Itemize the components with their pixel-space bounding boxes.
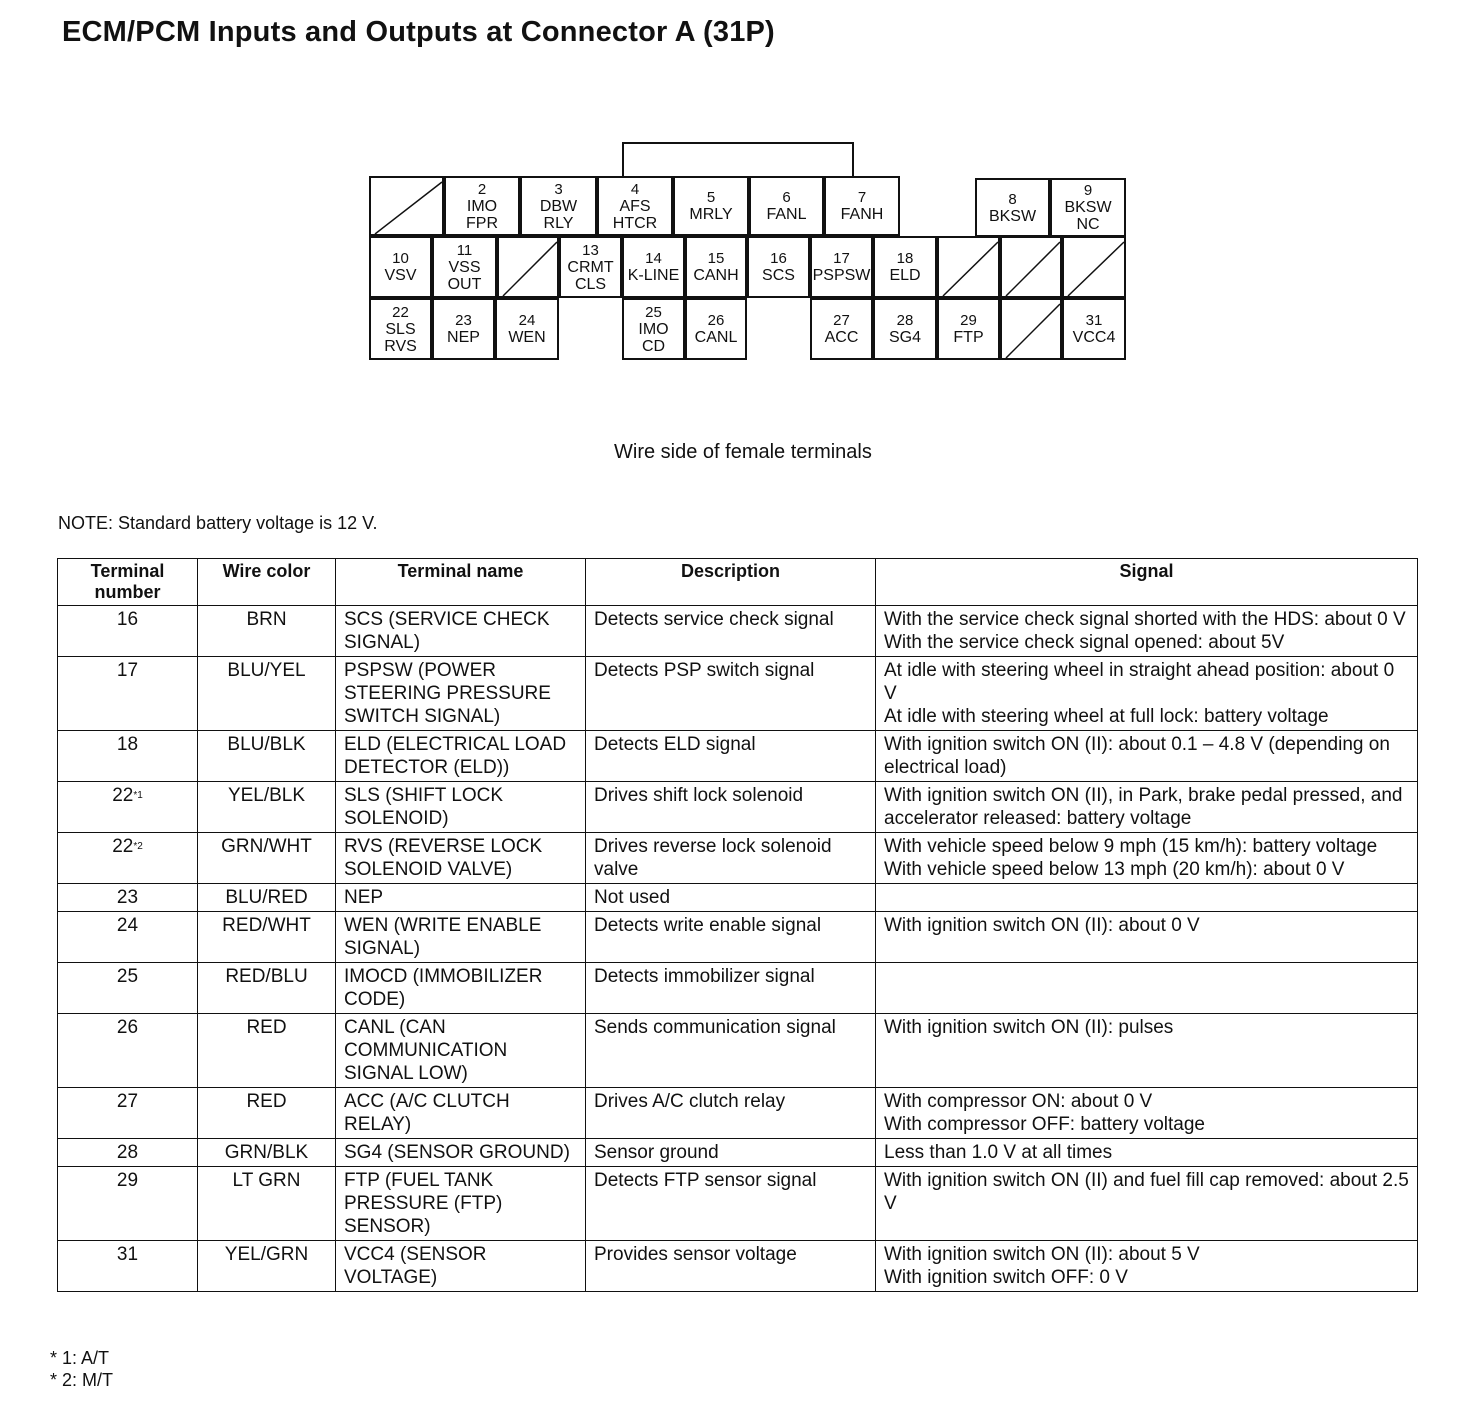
description-cell xyxy=(586,1167,876,1241)
wire-color-cell xyxy=(198,884,336,912)
terminal-25-label: CD xyxy=(641,337,666,355)
terminal-18 xyxy=(873,236,937,298)
table-row xyxy=(58,1088,1418,1139)
wire-color-cell-text: BLU/RED xyxy=(225,887,308,908)
terminal-22-number: 22 xyxy=(392,303,409,321)
terminal-number-cell xyxy=(58,1014,198,1088)
footnote-marker: *2 xyxy=(133,841,143,852)
terminal-14-label: K-LINE xyxy=(627,267,680,284)
terminal-name-cell xyxy=(336,1014,586,1088)
terminal-7 xyxy=(824,176,900,236)
terminal-31-number: 31 xyxy=(1085,312,1103,329)
terminal-2-label: FPR xyxy=(466,214,498,232)
terminal-4-label: AFS xyxy=(619,197,651,215)
terminal-5-number: 5 xyxy=(706,189,716,206)
terminal-9-label: BKSW xyxy=(1064,199,1112,216)
signal-cell-text: Less than 1.0 V at all times xyxy=(884,1142,1113,1163)
terminal-name-cell-text: SCS (SERVICE CHECK SIGNAL) xyxy=(344,609,550,653)
terminal-name-cell xyxy=(336,963,586,1014)
terminal-number-cell-text: 27 xyxy=(116,1091,139,1112)
terminal-name-cell-text: FTP (FUEL TANK PRESSURE (FTP) SENSOR) xyxy=(344,1170,503,1237)
terminal-blank-19 xyxy=(937,236,1000,298)
terminal-2 xyxy=(444,176,520,236)
description-cell-text: Sensor ground xyxy=(594,1142,719,1163)
terminal-13-label: CRMT xyxy=(567,258,614,276)
terminal-24-label: WEN xyxy=(508,329,546,346)
terminal-15-number: 15 xyxy=(707,250,725,267)
terminal-blank-1 xyxy=(369,176,444,236)
signal-cell xyxy=(876,1139,1418,1167)
terminal-18-label: ELD xyxy=(889,267,921,284)
io-table xyxy=(57,558,1418,1292)
signal-cell xyxy=(876,963,1418,1014)
page-title: ECM/PCM Inputs and Outputs at Connector A (31P) xyxy=(62,16,775,48)
wire-color-cell-text: BLU/YEL xyxy=(227,660,306,681)
terminal-27-label: ACC xyxy=(824,329,859,346)
terminal-name-cell xyxy=(336,731,586,782)
terminal-23-number: 23 xyxy=(455,312,472,329)
signal-cell-text: With the service check signal shorted with the HDS: about 0 V With the service check signal opened: about 5V xyxy=(884,609,1406,653)
header-terminal-name: Terminal name xyxy=(336,559,586,606)
terminal-4 xyxy=(597,176,673,236)
table-row xyxy=(58,606,1418,657)
signal-cell-text: With compressor ON: about 0 V With compressor OFF: battery voltage xyxy=(884,1091,1205,1135)
wire-color-cell xyxy=(198,912,336,963)
terminal-25 xyxy=(622,298,685,360)
wire-color-cell xyxy=(198,606,336,657)
terminal-number-cell-text: 23 xyxy=(116,887,139,908)
table-row xyxy=(58,912,1418,963)
terminal-26 xyxy=(685,298,747,360)
terminal-29 xyxy=(937,298,1000,360)
terminal-17-number: 17 xyxy=(833,250,850,267)
wire-color-cell xyxy=(198,1167,336,1241)
terminal-5 xyxy=(673,176,749,236)
terminal-24-number: 24 xyxy=(518,312,536,329)
description-cell-text: Detects immobilizer signal xyxy=(594,966,815,987)
terminal-number-cell-text: 29 xyxy=(116,1170,139,1191)
description-cell xyxy=(586,731,876,782)
terminal-blank-20 xyxy=(1000,236,1062,298)
signal-cell xyxy=(876,657,1418,731)
description-cell xyxy=(586,1014,876,1088)
terminal-number-cell-text: 31 xyxy=(116,1244,139,1265)
terminal-9-number: 9 xyxy=(1083,182,1093,199)
wire-color-cell xyxy=(198,1088,336,1139)
description-cell-text: Provides sensor voltage xyxy=(594,1244,797,1265)
signal-cell xyxy=(876,1167,1418,1241)
description-cell-text: Sends communication signal xyxy=(594,1017,836,1038)
wire-color-cell-text: YEL/BLK xyxy=(227,785,306,806)
terminal-blank-12 xyxy=(497,236,559,298)
terminal-11-label: VSS xyxy=(448,258,481,276)
terminal-name-cell xyxy=(336,1139,586,1167)
terminal-28-number: 28 xyxy=(896,312,914,329)
terminal-8-label: BKSW xyxy=(988,207,1037,225)
wire-color-cell xyxy=(198,1014,336,1088)
terminal-13 xyxy=(559,236,622,298)
description-cell xyxy=(586,912,876,963)
terminal-name-cell-text: SLS (SHIFT LOCK SOLENOID) xyxy=(344,785,504,829)
signal-cell xyxy=(876,731,1418,782)
terminal-name-cell-text: WEN (WRITE ENABLE SIGNAL) xyxy=(344,915,542,959)
signal-cell xyxy=(876,1241,1418,1292)
terminal-number-cell xyxy=(58,1088,198,1139)
table-row xyxy=(58,1014,1418,1088)
terminal-27-number: 27 xyxy=(833,312,850,329)
terminal-25-label: IMO xyxy=(638,320,669,338)
wire-color-cell-text: RED xyxy=(246,1091,287,1112)
signal-cell-text: With ignition switch ON (II) and fuel fill cap removed: about 2.5 V xyxy=(884,1170,1409,1214)
terminal-31 xyxy=(1062,298,1126,360)
terminal-name-cell-text: ACC (A/C CLUTCH RELAY) xyxy=(344,1091,510,1135)
header-signal: Signal xyxy=(876,559,1418,606)
table-row xyxy=(58,782,1418,833)
wire-color-cell-text: GRN/WHT xyxy=(221,836,312,857)
terminal-15-label: CANH xyxy=(693,267,739,284)
terminal-name-cell xyxy=(336,884,586,912)
wire-color-cell-text: LT GRN xyxy=(232,1170,301,1191)
signal-cell xyxy=(876,1088,1418,1139)
description-cell-text: Detects ELD signal xyxy=(594,734,756,755)
terminal-number-cell xyxy=(58,1241,198,1292)
wire-color-cell xyxy=(198,782,336,833)
description-cell xyxy=(586,657,876,731)
terminal-name-cell-text: PSPSW (POWER STEERING PRESSURE SWITCH SIGNAL) xyxy=(344,660,551,727)
description-cell xyxy=(586,1241,876,1292)
terminal-23 xyxy=(432,298,495,360)
terminal-name-cell xyxy=(336,657,586,731)
terminal-name-cell-text: VCC4 (SENSOR VOLTAGE) xyxy=(344,1244,487,1288)
terminal-number-cell xyxy=(58,912,198,963)
terminal-number-cell-text: 26 xyxy=(116,1017,139,1038)
terminal-16 xyxy=(747,236,810,298)
terminal-28 xyxy=(873,298,937,360)
terminal-8-number: 8 xyxy=(1008,190,1017,208)
signal-cell xyxy=(876,606,1418,657)
description-cell xyxy=(586,606,876,657)
terminal-11-label: OUT xyxy=(447,275,482,293)
footnote-marker: *1 xyxy=(133,790,143,801)
wire-color-cell-text: RED/WHT xyxy=(222,915,311,936)
battery-voltage-note: NOTE: Standard battery voltage is 12 V. xyxy=(58,513,378,533)
header-description: Description xyxy=(586,559,876,606)
terminal-number-cell-text: 22 xyxy=(112,836,134,857)
description-cell xyxy=(586,963,876,1014)
terminal-9-label: NC xyxy=(1076,216,1100,233)
terminal-name-cell xyxy=(336,1167,586,1241)
connector-caption: Wire side of female terminals xyxy=(614,441,872,463)
terminal-7-number: 7 xyxy=(857,189,867,206)
terminal-name-cell-text: NEP xyxy=(344,887,384,908)
description-cell xyxy=(586,1139,876,1167)
terminal-10-number: 10 xyxy=(392,250,409,267)
terminal-29-label: FTP xyxy=(953,329,984,346)
terminal-6 xyxy=(749,176,824,236)
terminal-name-cell-text: IMOCD (IMMOBILIZER CODE) xyxy=(344,966,543,1010)
terminal-6-number: 6 xyxy=(782,189,791,206)
terminal-number-cell-text: 17 xyxy=(116,660,139,681)
header-terminal-number: Terminal number xyxy=(58,559,198,606)
wire-color-cell-text: BLU/BLK xyxy=(227,734,306,755)
terminal-15 xyxy=(685,236,747,298)
description-cell-text: Detects FTP sensor signal xyxy=(594,1170,817,1191)
terminal-13-number: 13 xyxy=(582,241,599,259)
signal-cell-text: With ignition switch ON (II): pulses xyxy=(884,1017,1174,1038)
terminal-18-number: 18 xyxy=(896,250,914,267)
terminal-number-cell xyxy=(58,963,198,1014)
terminal-11-number: 11 xyxy=(456,241,473,259)
description-cell xyxy=(586,833,876,884)
table-row xyxy=(58,731,1418,782)
terminal-number-cell xyxy=(58,782,198,833)
connector-lock-tab xyxy=(622,142,854,176)
terminal-22-label: SLS xyxy=(385,320,416,338)
table-row xyxy=(58,884,1418,912)
wire-color-cell-text: GRN/BLK xyxy=(224,1142,309,1163)
description-cell-text: Detects PSP switch signal xyxy=(594,660,815,681)
terminal-5-label: MRLY xyxy=(689,206,733,223)
terminal-6-label: FANL xyxy=(766,206,807,223)
wire-color-cell-text: RED/BLU xyxy=(225,966,308,987)
signal-cell-text: With vehicle speed below 9 mph (15 km/h): battery voltage With vehicle speed below 13 mph (20 km/h): about 0 V xyxy=(884,836,1378,880)
terminal-number-cell-text: 22 xyxy=(112,785,134,806)
terminal-3-label: DBW xyxy=(539,197,578,215)
terminal-22-label: RVS xyxy=(384,337,417,355)
wire-color-cell xyxy=(198,731,336,782)
terminal-name-cell xyxy=(336,912,586,963)
table-row xyxy=(58,1167,1418,1241)
terminal-name-cell-text: ELD (ELECTRICAL LOAD DETECTOR (ELD)) xyxy=(344,734,567,778)
terminal-13-label: CLS xyxy=(574,275,607,293)
wire-color-cell-text: RED xyxy=(246,1017,287,1038)
terminal-14-number: 14 xyxy=(645,250,662,267)
description-cell xyxy=(586,782,876,833)
terminal-number-cell xyxy=(58,731,198,782)
signal-cell-text: With ignition switch ON (II), in Park, brake pedal pressed, and accelerator released: battery voltage xyxy=(884,785,1403,829)
description-cell xyxy=(586,1088,876,1139)
terminal-9 xyxy=(1050,178,1126,237)
table-row xyxy=(58,1139,1418,1167)
terminal-number-cell-text: 25 xyxy=(116,966,139,987)
signal-cell-text: With ignition switch ON (II): about 5 V With ignition switch OFF: 0 V xyxy=(884,1244,1200,1288)
terminal-blank-30 xyxy=(1000,298,1062,360)
terminal-23-label: NEP xyxy=(447,329,480,346)
table-row xyxy=(58,963,1418,1014)
wire-color-cell xyxy=(198,833,336,884)
terminal-22 xyxy=(369,298,432,360)
footnote-2: * 2: M/T xyxy=(50,1370,114,1390)
terminal-number-cell xyxy=(58,606,198,657)
terminal-26-number: 26 xyxy=(707,312,725,329)
terminal-25-number: 25 xyxy=(645,303,662,321)
terminal-number-cell xyxy=(58,1139,198,1167)
terminal-name-cell xyxy=(336,833,586,884)
terminal-name-cell xyxy=(336,606,586,657)
description-cell-text: Drives reverse lock solenoid valve xyxy=(594,836,832,880)
terminal-number-cell xyxy=(58,884,198,912)
terminal-name-cell xyxy=(336,1088,586,1139)
terminal-name-cell xyxy=(336,1241,586,1292)
terminal-10-label: VSV xyxy=(384,267,417,284)
terminal-name-cell-text: CANL (CAN COMMUNICATION SIGNAL LOW) xyxy=(344,1017,508,1084)
terminal-29-number: 29 xyxy=(960,312,977,329)
terminal-3 xyxy=(520,176,597,236)
signal-cell-text: With ignition switch ON (II): about 0 V xyxy=(884,915,1200,936)
terminal-7-label: FANH xyxy=(840,206,884,223)
terminal-27 xyxy=(810,298,873,360)
signal-cell xyxy=(876,1014,1418,1088)
terminal-4-label: HTCR xyxy=(612,214,658,232)
terminal-number-cell xyxy=(58,1167,198,1241)
wire-color-cell-text: BRN xyxy=(246,609,287,630)
table-row xyxy=(58,657,1418,731)
terminal-name-cell-text: SG4 (SENSOR GROUND) xyxy=(344,1142,570,1163)
terminal-name-cell xyxy=(336,782,586,833)
terminal-number-cell xyxy=(58,657,198,731)
description-cell-text: Detects service check signal xyxy=(594,609,834,630)
description-cell-text: Detects write enable signal xyxy=(594,915,822,936)
signal-cell-text: With ignition switch ON (II): about 0.1 – 4.8 V (depending on electrical load) xyxy=(884,734,1390,778)
terminal-number-cell-text: 18 xyxy=(116,734,139,755)
header-wire-color: Wire color xyxy=(198,559,336,606)
wire-color-cell-text: YEL/GRN xyxy=(224,1244,309,1265)
terminal-4-number: 4 xyxy=(630,180,640,198)
terminal-number-cell-text: 28 xyxy=(116,1142,139,1163)
terminal-16-label: SCS xyxy=(762,267,795,284)
terminal-2-number: 2 xyxy=(477,180,487,198)
terminal-8 xyxy=(975,178,1050,237)
wire-color-cell xyxy=(198,1241,336,1292)
terminal-28-label: SG4 xyxy=(888,329,921,346)
signal-cell xyxy=(876,912,1418,963)
description-cell-text: Drives shift lock solenoid xyxy=(594,785,804,806)
terminal-10 xyxy=(369,236,432,298)
wire-color-cell xyxy=(198,963,336,1014)
terminal-3-label: RLY xyxy=(543,214,574,232)
terminal-number-cell-text: 16 xyxy=(116,609,139,630)
description-cell-text: Drives A/C clutch relay xyxy=(594,1091,786,1112)
terminal-blank-21 xyxy=(1062,236,1126,298)
description-cell-text: Not used xyxy=(594,887,671,908)
terminal-17-label: PSPSW xyxy=(812,267,871,284)
terminal-14 xyxy=(622,236,685,298)
wire-color-cell xyxy=(198,1139,336,1167)
signal-cell xyxy=(876,833,1418,884)
wire-color-cell xyxy=(198,657,336,731)
terminal-31-label: VCC4 xyxy=(1072,329,1116,346)
terminal-3-number: 3 xyxy=(554,180,563,198)
description-cell xyxy=(586,884,876,912)
terminal-2-label: IMO xyxy=(466,197,498,215)
terminal-26-label: CANL xyxy=(694,329,738,346)
terminal-17 xyxy=(810,236,873,298)
terminal-16-number: 16 xyxy=(770,250,787,267)
terminal-11 xyxy=(432,236,497,298)
footnote-1: * 1: A/T xyxy=(50,1348,110,1368)
signal-cell xyxy=(876,782,1418,833)
signal-cell-text: At idle with steering wheel in straight ahead position: about 0 V At idle with steering wheel at full lock: battery voltage xyxy=(884,660,1395,727)
terminal-24 xyxy=(495,298,559,360)
table-row xyxy=(58,1241,1418,1292)
terminal-number-cell-text: 24 xyxy=(116,915,139,936)
terminal-number-cell xyxy=(58,833,198,884)
table-row xyxy=(58,833,1418,884)
terminal-name-cell-text: RVS (REVERSE LOCK SOLENOID VALVE) xyxy=(344,836,543,880)
table-header-row xyxy=(58,559,1418,606)
signal-cell xyxy=(876,884,1418,912)
